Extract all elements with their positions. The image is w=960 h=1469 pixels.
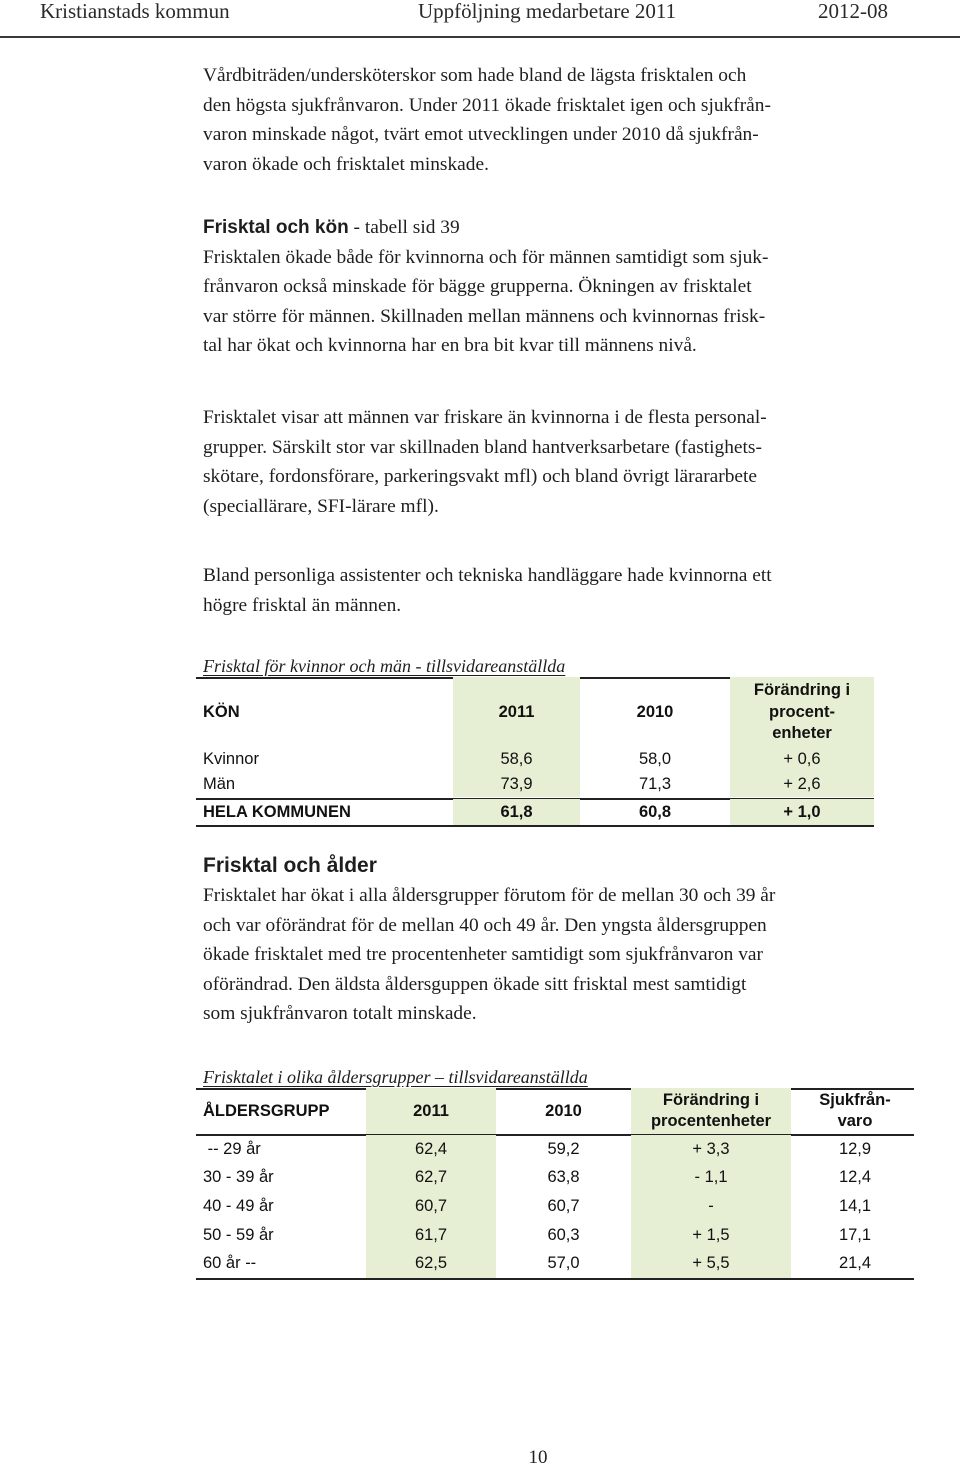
column-header-group: KÖN	[203, 702, 240, 721]
header-line: Förändring i	[662, 1091, 760, 1109]
header-date: 2012-08	[818, 0, 888, 23]
table-row-label: 60 år --	[203, 1254, 257, 1273]
text-line: tal har ökat och kvinnorna har en bra bit kvar till männens nivå.	[203, 335, 697, 357]
table-cell-2010: 59,2	[547, 1139, 580, 1158]
text-line: den högsta sjukfrånvaron. Under 2011 ökade frisktalet igen och sjukfrån-	[203, 94, 771, 116]
text-line: Frisktalet har ökat i alla åldersgrupper förutom för de mellan 30 och 39 år	[203, 885, 776, 906]
text-line: (speciallärare, SFI-lärare mfl).	[203, 495, 439, 517]
table-gender	[196, 677, 874, 827]
text-line: Frisktalet visar att männen var friskare än kvinnorna i de flesta personal-	[203, 407, 767, 428]
groups-paragraph	[203, 403, 883, 521]
text-line: som sjukfrånvaron totalt minskade.	[203, 1003, 477, 1025]
table-total-label: HELA KOMMUNEN	[203, 802, 351, 821]
section-age	[203, 851, 883, 1029]
table-cell-2010: 60,3	[547, 1225, 580, 1244]
text-line: och var oförändrat för de mellan 40 och 49 år. Den yngsta åldersgruppen	[203, 914, 767, 936]
table-cell-sick-leave: 12,9	[838, 1139, 872, 1158]
table-cell-2011: 62,5	[414, 1254, 448, 1273]
table-row-label: -- 29 år	[203, 1139, 261, 1158]
table-row-label: 50 - 59 år	[203, 1225, 274, 1244]
column-header-change	[730, 677, 874, 747]
section-heading-line	[203, 213, 883, 243]
text-line: varon minskade något, tvärt emot utvecklingen under 2010 då sjukfrån-	[203, 124, 759, 146]
page-number: 10	[528, 1447, 548, 1468]
table-cell-2011: 62,4	[414, 1139, 448, 1158]
table-row-label: Män	[203, 775, 236, 793]
text-line: frånvaron också minskade för bägge grupperna. Ökningen av frisktalet	[203, 276, 752, 298]
table-cell-2010: 71,3	[638, 775, 672, 793]
table-cell-sick-leave: 14,1	[838, 1196, 872, 1215]
column-header-change	[631, 1088, 791, 1134]
table-cell-sick-leave: 17,1	[838, 1225, 872, 1244]
table-cell-sick-leave: 12,4	[838, 1168, 872, 1187]
table-cell-change: + 5,5	[692, 1254, 730, 1273]
column-header-2010: 2010	[636, 702, 674, 721]
text-line: Frisktalen ökade både för kvinnorna och för männen samtidigt som sjuk-	[203, 246, 769, 268]
table-bottom-rule	[196, 1278, 914, 1280]
column-header-group: ÅLDERSGRUPP	[203, 1101, 330, 1120]
table-total-change: + 1,0	[783, 802, 821, 821]
table-total-2010: 60,8	[638, 802, 672, 821]
text-line: grupper. Särskilt stor var skillnaden bland hantverksarbetare (fastighets-	[203, 436, 762, 458]
header-line: Förändring i	[753, 681, 851, 699]
table-bottom-rule	[196, 825, 874, 827]
text-line: oförändrad. Den äldsta åldersguppen ökade sitt frisktal mest samtidigt	[203, 973, 747, 995]
table-total-2011: 61,8	[500, 802, 533, 821]
text-line: högre frisktal än männen.	[203, 594, 402, 616]
text-line: skötare, fordonsförare, parkeringsvakt mfl) och bland övrigt lärararbete	[203, 466, 758, 488]
table-cell-change: -	[708, 1196, 714, 1215]
table-age-caption: Frisktalet i olika åldersgrupper – tillsvidareanställda	[203, 1067, 588, 1087]
table-cell-2010: 58,0	[638, 750, 672, 768]
section-heading: Frisktal och ålder	[203, 854, 377, 877]
table-cell-2010: 57,0	[547, 1254, 580, 1273]
table-cell-change: + 1,5	[692, 1225, 730, 1244]
section-gender	[203, 213, 883, 361]
table-cell-2010: 60,7	[547, 1196, 580, 1215]
table-cell-2011: 58,6	[500, 750, 533, 768]
column-header-sick-leave	[796, 1088, 914, 1134]
table-row-label: 40 - 49 år	[203, 1196, 274, 1215]
text-line: ökade frisktalet med tre procentenheter samtidigt som sjukfrånvaron var	[203, 944, 763, 966]
table-cell-2010: 63,8	[547, 1168, 580, 1187]
header-line: enheter	[772, 724, 832, 742]
column-header-2011: 2011	[413, 1101, 449, 1120]
text-line: Vårdbiträden/undersköterskor som hade bland de lägsta frisktalen och	[203, 65, 747, 86]
table-cell-change: + 3,3	[692, 1139, 730, 1158]
text-line: var större för männen. Skillnaden mellan männens och kvinnornas frisk-	[203, 305, 766, 327]
section-heading-reference: - tabell sid 39	[348, 217, 460, 238]
table-cell-2011: 62,7	[414, 1168, 448, 1187]
column-header-2010: 2010	[545, 1101, 582, 1120]
page-header	[0, 0, 960, 40]
header-line: varo	[837, 1112, 873, 1130]
section-heading: Frisktal och kön	[203, 217, 349, 238]
table-cell-change: - 1,1	[694, 1168, 728, 1187]
table-cell-change: + 0,6	[783, 750, 821, 768]
table-gender-caption: Frisktal för kvinnor och män - tillsvidareanställda	[203, 656, 566, 676]
header-organization: Kristianstads kommun	[40, 0, 230, 23]
text-line: Bland personliga assistenter och tekniska handläggare hade kvinnorna ett	[203, 565, 772, 586]
header-line: procent-	[769, 702, 835, 721]
header-report-title: Uppföljning medarbetare 2011	[418, 0, 677, 23]
header-line: Sjukfrån-	[819, 1091, 891, 1109]
table-row-label: Kvinnor	[203, 750, 259, 768]
intro-paragraph	[203, 61, 883, 179]
table-cell-2011: 61,7	[414, 1225, 448, 1244]
table-cell-2011: 73,9	[500, 775, 533, 793]
table-age	[196, 1088, 914, 1280]
header-line: procentenheter	[650, 1112, 772, 1130]
table-cell-sick-leave: 21,4	[838, 1254, 872, 1273]
table-row-label: 30 - 39 år	[203, 1168, 274, 1187]
text-line: varon ökade och frisktalet minskade.	[203, 153, 489, 175]
table-cell-2011: 60,7	[414, 1196, 448, 1215]
assistants-paragraph	[203, 561, 883, 620]
column-header-2011: 2011	[498, 702, 535, 721]
table-cell-change: + 2,6	[783, 775, 821, 793]
header-divider	[0, 36, 960, 38]
